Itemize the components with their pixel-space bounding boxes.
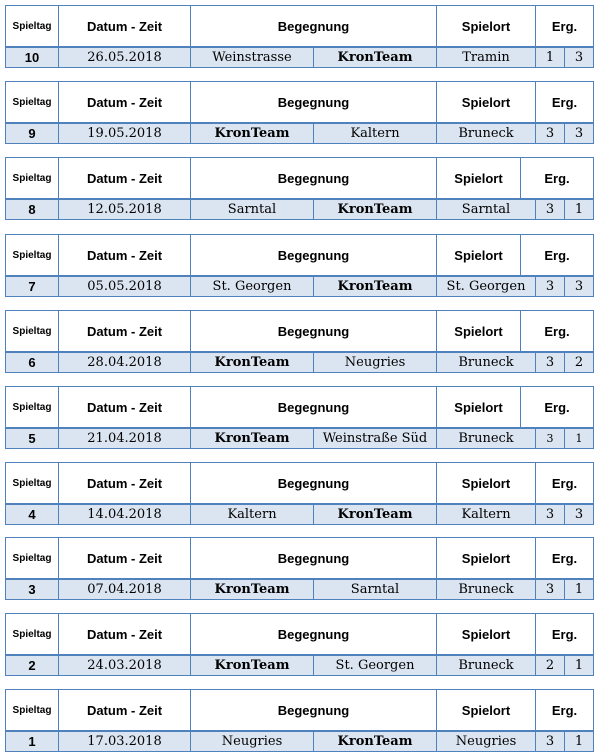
score-home: 3 — [535, 505, 565, 525]
match-block-3 — [5, 537, 594, 601]
home-team: Kaltern — [190, 505, 314, 525]
header-begegnung: Begegnung — [190, 689, 437, 731]
spielort-value: Kaltern — [436, 505, 536, 525]
score-home: 3 — [535, 277, 565, 297]
header-datum: Datum - Zeit — [58, 462, 191, 504]
home-team: St. Georgen — [190, 277, 314, 297]
header-datum: Datum - Zeit — [58, 234, 191, 276]
header-row — [5, 157, 594, 199]
datum-value: 21.04.2018 — [58, 429, 191, 449]
spielort-value: Bruneck — [436, 656, 536, 676]
header-datum: Datum - Zeit — [58, 81, 191, 123]
header-erg: Erg. — [535, 81, 594, 123]
data-row — [5, 578, 594, 600]
match-block-1 — [5, 689, 594, 753]
header-begegnung: Begegnung — [190, 310, 437, 352]
header-begegnung: Begegnung — [190, 613, 437, 655]
datum-value: 14.04.2018 — [58, 505, 191, 525]
away-team: Weinstraße Süd — [313, 429, 437, 449]
header-begegnung: Begegnung — [190, 157, 437, 199]
header-erg: Erg. — [520, 234, 594, 276]
spieltag-value: 5 — [5, 429, 59, 449]
header-begegnung: Begegnung — [190, 234, 437, 276]
match-block-7 — [5, 234, 594, 298]
score-home: 3 — [535, 732, 565, 752]
header-row — [5, 613, 594, 655]
header-spielort: Spielort — [436, 157, 521, 199]
header-erg: Erg. — [520, 310, 594, 352]
away-team: KronTeam — [313, 732, 437, 752]
header-row — [5, 81, 594, 123]
data-row — [5, 122, 594, 144]
header-spielort: Spielort — [436, 462, 536, 504]
score-home: 2 — [535, 656, 565, 676]
header-erg: Erg. — [535, 462, 594, 504]
data-row — [5, 275, 594, 297]
score-away: 3 — [564, 277, 594, 297]
spielort-value: Bruneck — [436, 353, 536, 373]
home-team: KronTeam — [190, 580, 314, 600]
match-block-9 — [5, 81, 594, 145]
datum-value: 17.03.2018 — [58, 732, 191, 752]
header-spielort: Spielort — [436, 310, 521, 352]
data-row — [5, 46, 594, 68]
score-away: 3 — [564, 505, 594, 525]
header-spieltag: Spieltag — [5, 537, 59, 579]
home-team: KronTeam — [190, 429, 314, 449]
match-block-8 — [5, 157, 594, 221]
spielort-value: Bruneck — [436, 124, 536, 144]
spieltag-value: 2 — [5, 656, 59, 676]
score-away: 1 — [564, 656, 594, 676]
header-datum: Datum - Zeit — [58, 5, 191, 47]
score-home: 3 — [535, 200, 565, 220]
spielort-value: Tramin — [436, 48, 536, 68]
match-block-4 — [5, 462, 594, 526]
away-team: KronTeam — [313, 48, 437, 68]
spieltag-value: 10 — [5, 48, 59, 68]
score-home: 1 — [535, 48, 565, 68]
header-spielort: Spielort — [436, 689, 536, 731]
spieltag-value: 6 — [5, 353, 59, 373]
match-block-10 — [5, 5, 594, 69]
header-spieltag: Spieltag — [5, 234, 59, 276]
score-away: 1 — [564, 429, 594, 449]
header-begegnung: Begegnung — [190, 81, 437, 123]
datum-value: 26.05.2018 — [58, 48, 191, 68]
datum-value: 07.04.2018 — [58, 580, 191, 600]
spielort-value: Bruneck — [436, 580, 536, 600]
header-erg: Erg. — [535, 689, 594, 731]
header-row — [5, 234, 594, 276]
away-team: KronTeam — [313, 277, 437, 297]
score-away: 3 — [564, 48, 594, 68]
header-spielort: Spielort — [436, 386, 521, 428]
score-away: 1 — [564, 732, 594, 752]
spieltag-value: 4 — [5, 505, 59, 525]
score-home: 3 — [535, 124, 565, 144]
data-row — [5, 654, 594, 676]
score-home: 3 — [535, 580, 565, 600]
header-spieltag: Spieltag — [5, 310, 59, 352]
header-datum: Datum - Zeit — [58, 689, 191, 731]
header-spieltag: Spieltag — [5, 386, 59, 428]
header-spieltag: Spieltag — [5, 157, 59, 199]
header-spieltag: Spieltag — [5, 81, 59, 123]
header-erg: Erg. — [520, 157, 594, 199]
home-team: Sarntal — [190, 200, 314, 220]
header-begegnung: Begegnung — [190, 5, 437, 47]
away-team: KronTeam — [313, 200, 437, 220]
spieltag-value: 7 — [5, 277, 59, 297]
header-spieltag: Spieltag — [5, 5, 59, 47]
datum-value: 19.05.2018 — [58, 124, 191, 144]
header-begegnung: Begegnung — [190, 537, 437, 579]
home-team: KronTeam — [190, 656, 314, 676]
header-begegnung: Begegnung — [190, 386, 437, 428]
data-row — [5, 351, 594, 373]
spielort-value: St. Georgen — [436, 277, 536, 297]
score-away: 1 — [564, 580, 594, 600]
header-row — [5, 5, 594, 47]
header-spieltag: Spieltag — [5, 462, 59, 504]
spieltag-value: 1 — [5, 732, 59, 752]
header-erg: Erg. — [535, 537, 594, 579]
header-spieltag: Spieltag — [5, 689, 59, 731]
header-row — [5, 386, 594, 428]
away-team: Neugries — [313, 353, 437, 373]
data-row — [5, 427, 594, 449]
spieltag-value: 8 — [5, 200, 59, 220]
home-team: Weinstrasse — [190, 48, 314, 68]
header-row — [5, 537, 594, 579]
home-team: KronTeam — [190, 353, 314, 373]
datum-value: 24.03.2018 — [58, 656, 191, 676]
header-datum: Datum - Zeit — [58, 386, 191, 428]
match-block-5 — [5, 386, 594, 450]
away-team: KronTeam — [313, 505, 437, 525]
away-team: St. Georgen — [313, 656, 437, 676]
data-row — [5, 730, 594, 752]
header-spieltag: Spieltag — [5, 613, 59, 655]
match-block-2 — [5, 613, 594, 677]
header-spielort: Spielort — [436, 234, 521, 276]
header-datum: Datum - Zeit — [58, 537, 191, 579]
score-away: 1 — [564, 200, 594, 220]
spieltag-value: 9 — [5, 124, 59, 144]
datum-value: 12.05.2018 — [58, 200, 191, 220]
header-spielort: Spielort — [436, 81, 536, 123]
header-row — [5, 310, 594, 352]
header-datum: Datum - Zeit — [58, 310, 191, 352]
header-row — [5, 689, 594, 731]
score-away: 2 — [564, 353, 594, 373]
match-block-6 — [5, 310, 594, 374]
spielort-value: Sarntal — [436, 200, 536, 220]
header-datum: Datum - Zeit — [58, 613, 191, 655]
data-row — [5, 503, 594, 525]
home-team: Neugries — [190, 732, 314, 752]
datum-value: 05.05.2018 — [58, 277, 191, 297]
header-erg: Erg. — [535, 613, 594, 655]
datum-value: 28.04.2018 — [58, 353, 191, 373]
score-home: 3 — [535, 429, 565, 449]
header-spielort: Spielort — [436, 537, 536, 579]
score-home: 3 — [535, 353, 565, 373]
away-team: Sarntal — [313, 580, 437, 600]
away-team: Kaltern — [313, 124, 437, 144]
spieltag-value: 3 — [5, 580, 59, 600]
header-erg: Erg. — [520, 386, 594, 428]
data-row — [5, 198, 594, 220]
home-team: KronTeam — [190, 124, 314, 144]
header-datum: Datum - Zeit — [58, 157, 191, 199]
header-spielort: Spielort — [436, 613, 536, 655]
spielort-value: Bruneck — [436, 429, 536, 449]
score-away: 3 — [564, 124, 594, 144]
spielort-value: Neugries — [436, 732, 536, 752]
header-spielort: Spielort — [436, 5, 536, 47]
header-erg: Erg. — [535, 5, 594, 47]
header-begegnung: Begegnung — [190, 462, 437, 504]
header-row — [5, 462, 594, 504]
